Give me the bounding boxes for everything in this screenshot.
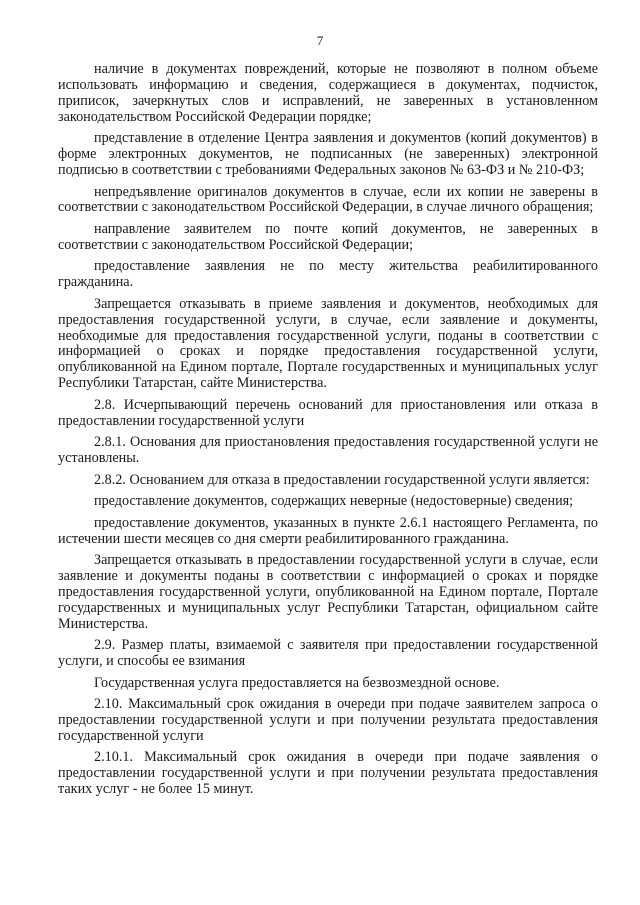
paragraph-damaged-documents: наличие в документах повреждений, которые не позволяют в полном объеме использовать информацию и сведения, содержащиеся в документах, подчисток, приписок, зачеркнутых слов и исправлений, не заверенных в установленном законодательством Российской Федерации порядке;	[58, 61, 598, 125]
paragraph-2-10-1: 2.10.1. Максимальный срок ожидания в очереди при подаче заявления о предоставлении государственной услуги и при получении результата предоставления таких услуг - не более 15 минут.	[58, 749, 598, 798]
paragraph-free-of-charge: Государственная услуга предоставляется на безвозмездной основе.	[94, 674, 500, 691]
paragraph-postal-copies: направление заявителем по почте копий документов, не заверенных в соответствии с законодательством Российской Федерации;	[58, 220, 598, 253]
paragraph-2-8-1: 2.8.1. Основания для приостановления предоставления государственной услуги не установлены.	[58, 434, 598, 467]
page-number: 7	[316, 33, 324, 48]
paragraph-refusal-prohibited-2: Запрещается отказывать в предоставлении государственной услуги в случае, если заявление и документы поданы в соответствии с информацией о сроках и порядке предоставления государственной услуги, опубликованной на Едином портале, Портале государственных и муниципальных услуг Республики Татарстан, официальном сайте Министерства.	[58, 552, 598, 632]
paragraph-false-information: предоставление документов, содержащих неверные (недостоверные) сведения;	[94, 493, 574, 510]
section-2-10-heading: 2.10. Максимальный срок ожидания в очереди при подаче заявителем запроса о предоставлении государственной услуги и при получении результата предоставления государственной услуги	[58, 696, 598, 744]
section-2-8-heading: 2.8. Исчерпывающий перечень оснований для приостановления или отказа в предоставлении государственной услуги	[58, 396, 598, 429]
paragraph-refusal-prohibited: Запрещается отказывать в приеме заявления и документов, необходимых для предоставления государственной услуги, в случае, если заявление и документы, необходимые для предоставления государственной услуги, поданы в соответствии с информацией о сроках и порядке предоставления государственной услуги, опубликованной на Едином портале, Портале государственных и муниципальных услуг Республики Татарстан, сайте Министерства.	[58, 295, 598, 392]
paragraph-six-months-expired: предоставление документов, указанных в пункте 2.6.1 настоящего Регламента, по истечении шести месяцев со дня смерти реабилитированного гражданина.	[58, 514, 598, 547]
paragraph-originals-not-presented: непредъявление оригиналов документов в случае, если их копии не заверены в соответствии с законодательством Российской Федерации, в случае личного обращения;	[58, 183, 598, 216]
document-body	[58, 62, 598, 804]
section-2-9-heading: 2.9. Размер платы, взимаемой с заявителя при предоставлении государственной услуги, и способы ее взимания	[58, 637, 598, 670]
paragraph-unsigned-electronic-documents: представление в отделение Центра заявления и документов (копий документов) в форме электронных документов, не подписанных (не заверенных) электронной подписью в соответствии с требованиями Федеральных законов № 63-ФЗ и № 210-ФЗ;	[58, 130, 598, 179]
paragraph-2-8-2: 2.8.2. Основанием для отказа в предоставлении государственной услуги является:	[94, 471, 590, 488]
paragraph-wrong-residence: предоставление заявления не по месту жительства реабилитированного гражданина.	[58, 258, 598, 291]
